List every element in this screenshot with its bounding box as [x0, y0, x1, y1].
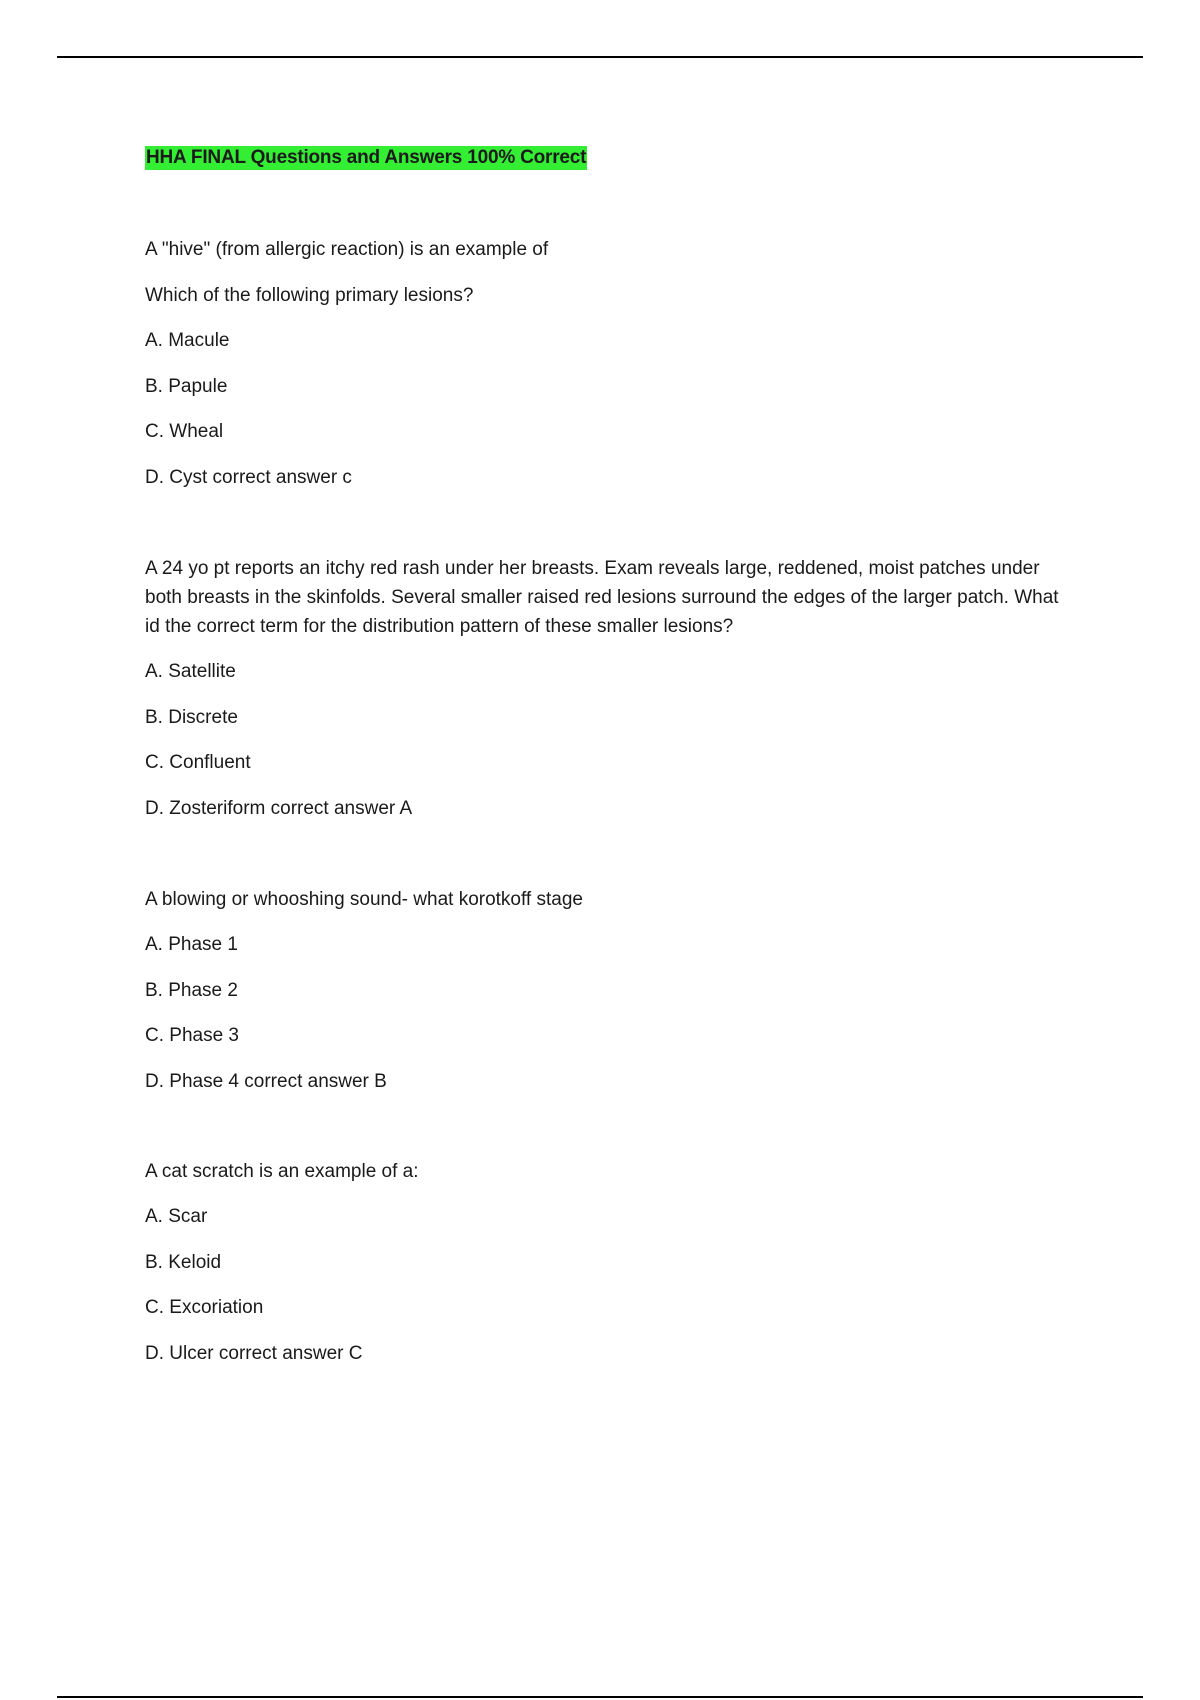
question-2-option-d: D. Zosteriform correct answer A: [145, 798, 413, 819]
question-4-option-d: D. Ulcer correct answer C: [145, 1343, 363, 1364]
question-1-stem-line-2: Which of the following primary lesions?: [145, 285, 474, 306]
question-2-option-c: C. Confluent: [145, 752, 251, 773]
question-1-option-c: C. Wheal: [145, 421, 224, 442]
question-4-option-a: A. Scar: [145, 1206, 208, 1227]
question-4-option-b: B. Keloid: [145, 1252, 222, 1273]
question-1-stem-line-1: A "hive" (from allergic reaction) is an example of: [145, 239, 549, 260]
question-4-option-c: C. Excoriation: [145, 1297, 264, 1318]
question-3-stem: A blowing or whooshing sound- what korotkoff stage: [145, 889, 583, 910]
question-3-option-c: C. Phase 3: [145, 1025, 239, 1046]
footer-rule: [57, 1696, 1143, 1698]
question-2-stem: A 24 yo pt reports an itchy red rash under her breasts. Exam reveals large, reddened, moist patches under both breasts in the skinfolds. Several smaller raised red lesions surround the edges of the larger patch. What id the correct term for the distribution pattern of these smaller lesions?: [145, 558, 1059, 637]
question-4-stem: A cat scratch is an example of a:: [145, 1161, 419, 1182]
question-3-option-d: D. Phase 4 correct answer B: [145, 1071, 387, 1092]
question-1-option-d: D. Cyst correct answer c: [145, 467, 352, 488]
question-3-option-a: A. Phase 1: [145, 934, 238, 955]
question-2-option-b: B. Discrete: [145, 707, 238, 728]
header-rule: [57, 56, 1143, 58]
question-1-option-b: B. Papule: [145, 376, 228, 397]
question-3-option-b: B. Phase 2: [145, 980, 238, 1001]
document-title: HHA FINAL Questions and Answers 100% Correct: [146, 147, 587, 168]
question-1-option-a: A. Macule: [145, 330, 230, 351]
question-2-option-a: A. Satellite: [145, 661, 236, 682]
